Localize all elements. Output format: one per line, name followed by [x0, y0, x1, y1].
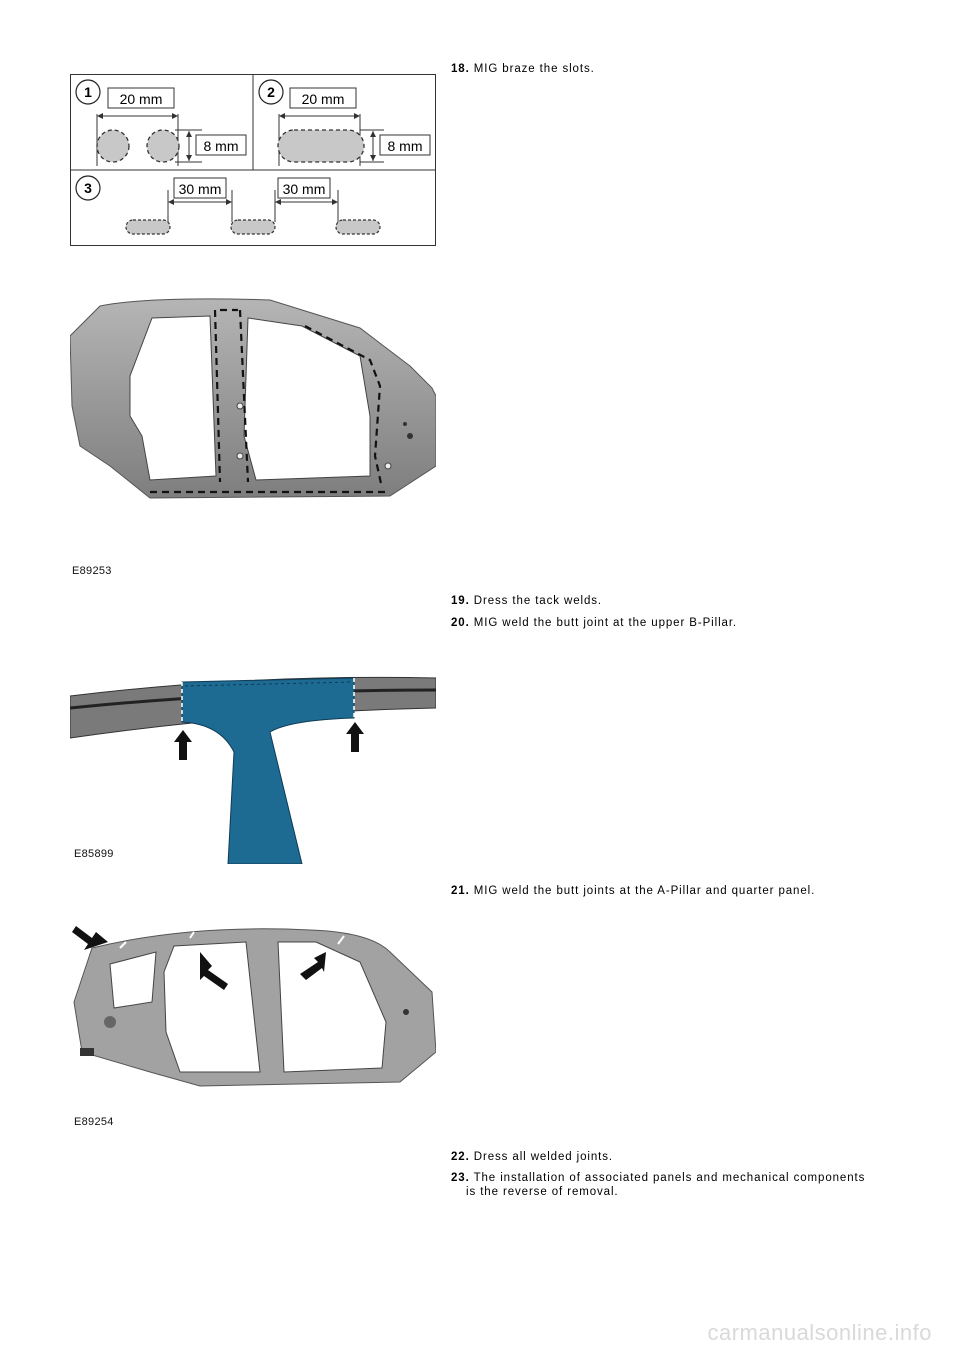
step-text: The installation of associated panels and mechanical components: [473, 1172, 866, 1184]
dim-8-label: 8 mm: [203, 138, 239, 154]
callout-1: 1: [84, 84, 92, 100]
step-text: Dress all welded joints.: [473, 1151, 614, 1163]
dim-20-label: 20 mm: [119, 91, 163, 107]
dim-30-label: 30 mm: [282, 181, 326, 197]
step-number: 21.: [451, 885, 470, 897]
step-text: MIG braze the slots.: [473, 63, 595, 75]
step-22: [451, 1150, 613, 1164]
arrow-icon: [174, 730, 192, 760]
step-18: [451, 62, 595, 76]
callout-3: 3: [84, 180, 92, 196]
step-number: 20.: [451, 617, 470, 629]
figure-label-e85899: E85899: [74, 848, 114, 860]
slot-dimensions-figure: [70, 74, 436, 246]
step-23: [451, 1171, 865, 1199]
callout-2: 2: [267, 84, 275, 100]
watermark: carmanualsonline.info: [707, 1320, 932, 1345]
step-number: 19.: [451, 595, 470, 607]
dim-8-label: 8 mm: [387, 138, 423, 154]
step-text-continued: is the reverse of removal.: [466, 1186, 619, 1198]
step-number: 22.: [451, 1151, 470, 1163]
a-pillar-quarter-panel-figure: [70, 912, 436, 1112]
step-19: [451, 594, 602, 608]
step-text: MIG weld the butt joint at the upper B-Pillar.: [473, 617, 738, 629]
dim-20-label: 20 mm: [301, 91, 345, 107]
step-text: MIG weld the butt joints at the A-Pillar and quarter panel.: [473, 885, 816, 897]
upper-b-pillar-figure: [70, 672, 436, 864]
figure-label-e89254: E89254: [74, 1116, 114, 1128]
step-20: [451, 616, 737, 630]
dim-30-label: 30 mm: [178, 181, 222, 197]
body-side-braze-figure: [70, 296, 436, 506]
step-number: 23.: [451, 1172, 470, 1184]
step-number: 18.: [451, 63, 470, 75]
step-text: Dress the tack welds.: [473, 595, 602, 607]
step-21: [451, 884, 815, 898]
arrow-icon: [346, 722, 364, 752]
figure-label-e89253: E89253: [72, 565, 112, 577]
